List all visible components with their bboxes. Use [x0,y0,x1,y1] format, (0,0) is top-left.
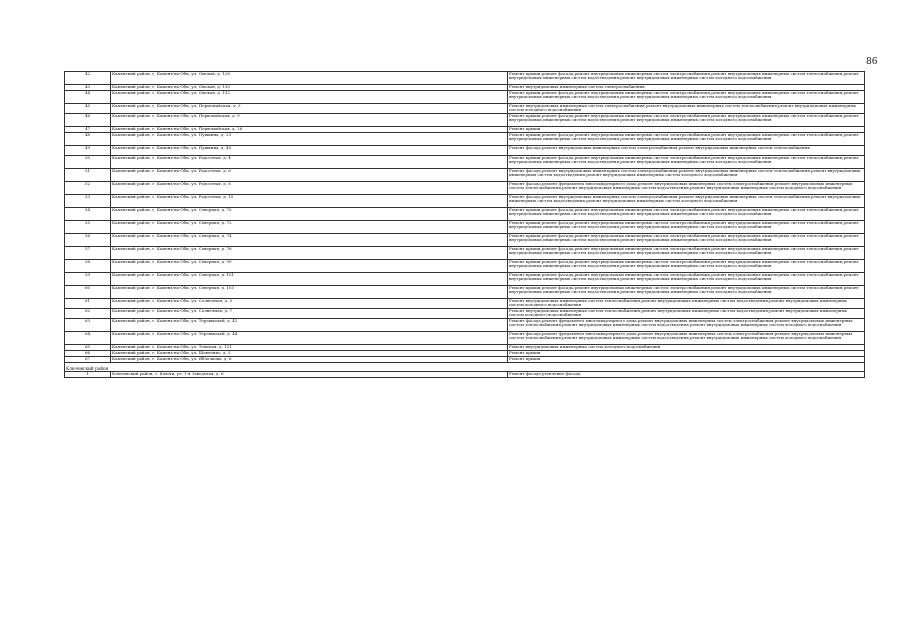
row-address: Каменский район, г. Камень-на-Оби, ул. Яблочкова, д. 6 [111,357,508,363]
table-row [65,133,865,146]
row-number: 57 [65,247,111,260]
row-address: Каменский район, г. Камень-на-Оби, ул. Северная, д. 72 [111,221,508,234]
table-row [65,319,865,332]
row-number: 56 [65,234,111,247]
repair-table [64,71,865,378]
row-works: Ремонт крыши,ремонт фасада,ремонт внутридомовых инженерных систем электроснабжения,ремонт внутридомовых инженерных систем теплоснабжения,ремонт внутридомовых инженерных систем водоотведения,ремонт внутридомовых инженерных систем холодного водоснабжения [508,221,865,234]
row-works: Ремонт внутридомовых инженерных систем электроснабжения [508,85,865,91]
row-works: Ремонт внутридомовых инженерных систем теплоснабжения,ремонт внутридомовых инженерных систем водоотведения,ремонт внутридомовых инженерных систем холодного водоснабжения [508,309,865,319]
row-number: 54 [65,208,111,221]
table-row [65,273,865,286]
table-row [65,146,865,156]
row-address: Каменский район, г. Камень-на-Оби, ул. Радостная, д. 4 [111,156,508,169]
row-number: 53 [65,195,111,208]
row-number: 59 [65,273,111,286]
row-address: Каменский район, г. Камень-на-Оби, ул. Северная, д. 74 [111,234,508,247]
row-works: Ремонт крыши,ремонт фасада,ремонт внутридомовых инженерных систем электроснабжения,ремонт внутридомовых инженерных систем теплоснабжения,ремонт внутридомовых инженерных систем водоотведения,ремонт внутридомовых инженерных систем холодного водоснабжения [508,114,865,127]
row-works: Ремонт крыши,ремонт фасада,ремонт внутридомовых инженерных систем электроснабжения,ремонт внутридомовых инженерных систем теплоснабжения,ремонт внутридомовых инженерных систем водоотведения,ремонт внутридомовых инженерных систем холодного водоснабжения [508,133,865,146]
row-address: Каменский район, г. Камень-на-Оби, ул. Солнечная, д. 5 [111,299,508,309]
row-number: 52 [65,182,111,195]
table-row [65,91,865,104]
row-works: Ремонт крыши [508,357,865,363]
row-works: Ремонт крыши,ремонт фасада,ремонт внутридомовых инженерных систем электроснабжения,ремонт внутридомовых инженерных систем теплоснабжения,ремонт внутридомовых инженерных систем водоотведения,ремонт внутридомовых инженерных систем холодного водоснабжения [508,72,865,85]
row-number: 50 [65,156,111,169]
row-address: Каменский район, г. Камень-на-Оби, ул. Шевченко, д. 5 [111,351,508,357]
table-row [65,309,865,319]
row-works: Ремонт крыши,ремонт фасада,ремонт внутридомовых инженерных систем электроснабжения,ремонт внутридомовых инженерных систем теплоснабжения,ремонт внутридомовых инженерных систем водоотведения,ремонт внутридомовых инженерных систем холодного водоснабжения [508,234,865,247]
section-row [65,363,865,372]
table-row [65,247,865,260]
row-number: 63 [65,319,111,332]
row-address: Каменский район, г. Камень-на-Оби, ул. Солнечная, д. 7 [111,309,508,319]
row-number: 45 [65,104,111,114]
row-address: Каменский район, г. Камень-на-Оби, ул. Пушкина, д. 40 [111,146,508,156]
row-address: Каменский район, г. Камень-на-Оби, ул. Пермомайская, д. 3 [111,104,508,114]
row-works: Ремонт фасада,ремонт внутридомовых инженерных систем электроснабжения,ремонт внутридомовых инженерных систем теплоснабжения [508,146,865,156]
row-works: Ремонт внутридомовых инженерных систем электроснабжения,ремонт внутридомовых инженерных систем теплоснабжения,ремонт внутридомовых инженерных систем холодного водоснабжения [508,104,865,114]
row-address: Каменский район, г. Камень-на-Оби, ул. Первомайская, д. 26 [111,127,508,133]
row-works: Ремонт фасада,ремонт фундамента многоквартирного дома,ремонт внутридомовых инженерных систем электроснабжения,ремонт внутридомовых инженерных систем теплоснабжения,ремонт внутридомовых инженерных систем водоотведения,ремонт внутридомовых инженерных систем холодного водоснабжения [508,182,865,195]
row-number: 42 [65,72,111,85]
row-works: Ремонт крыши,ремонт фасада,ремонт внутридомовых инженерных систем электроснабжения,ремонт внутридомовых инженерных систем теплоснабжения,ремонт внутридомовых инженерных систем водоотведения,ремонт внутридомовых инженерных систем холодного водоснабжения [508,91,865,104]
row-address: Каменский район, г. Камень-на-Оби, ул. Радостная, д. 6 [111,169,508,182]
table-row [65,114,865,127]
row-address: Каменский район, г. Камень-на-Оби, ул. Северная, д. 103 [111,286,508,299]
table-row [65,372,865,378]
row-number: 55 [65,221,111,234]
table-row [65,221,865,234]
row-number: 67 [65,357,111,363]
row-works: Ремонт крыши,ремонт фасада,ремонт внутридомовых инженерных систем электроснабжения,ремонт внутридомовых инженерных систем теплоснабжения,ремонт внутридомовых инженерных систем водоотведения,ремонт внутридомовых инженерных систем холодного водоснабжения [508,286,865,299]
row-number: 47 [65,127,111,133]
row-number: 51 [65,169,111,182]
row-address: Каменский район, г. Камень-на-Оби, ул. Северная, д. 99 [111,260,508,273]
row-number: 44 [65,91,111,104]
row-address: Каменский район, г. Камень-на-Оби, ул. Терешковой, д. 42 [111,319,508,332]
table-row [65,72,865,85]
row-address: Каменский район, г. Камень-на-Оби, ул. Северная, д. 70 [111,208,508,221]
table-row [65,299,865,309]
table-row [65,182,865,195]
row-number: 65 [65,345,111,351]
table-row [65,234,865,247]
row-address: Каменский район, г. Камень-на-Оби, ул. Северная, д. 101 [111,273,508,286]
row-address: Каменский район, г. Камень-на-Оби, ул. Терешковой, д. 44 [111,332,508,345]
row-number: 64 [65,332,111,345]
row-number: 49 [65,146,111,156]
row-works: Ремонт крыши [508,127,865,133]
row-address: Каменский район, г. Камень-на-Оби, ул. Томская, д. 121 [111,345,508,351]
row-address: Каменский район, г. Камень-на-Оби, ул. Радостная, д. 8 [111,182,508,195]
table-row [65,169,865,182]
row-works: Ремонт фасада,утепление фасада [508,372,865,378]
section-title: Ключевский район [65,363,865,372]
table-row [65,208,865,221]
row-number: 46 [65,114,111,127]
row-address: Ключевский район, с. Ключи, ул. 1-я Заводская, д. 6 [111,372,508,378]
row-works: Ремонт внутридомовых инженерных систем холодного водоснабжения [508,345,865,351]
row-works: Ремонт крыши,ремонт фасада,ремонт внутридомовых инженерных систем электроснабжения,ремонт внутридомовых инженерных систем теплоснабжения,ремонт внутридомовых инженерных систем водоотведения,ремонт внутридомовых инженерных систем холодного водоснабжения [508,156,865,169]
row-works: Ремонт фасада,ремонт внутридомовых инженерных систем электроснабжения,ремонт внутридомовых инженерных систем теплоснабжения,ремонт внутридомовых инженерных систем водоотведения,ремонт внутридомовых инженерных систем холодного водоснабжения [508,195,865,208]
row-address: Каменский район, г. Камень-на-Оби, ул. Омская, д. 130 [111,85,508,91]
row-number: 61 [65,299,111,309]
row-address: Каменский район, г. Камень-на-Оби, ул. Радостная, д. 10 [111,195,508,208]
row-works: Ремонт крыши,ремонт фасада,ремонт внутридомовых инженерных систем электроснабжения,ремонт внутридомовых инженерных систем теплоснабжения,ремонт внутридомовых инженерных систем водоотведения,ремонт внутридомовых инженерных систем холодного водоснабжения [508,247,865,260]
row-number: 1 [65,372,111,378]
row-address: Каменский район, г. Камень-на-Оби, ул. Омская, д. 128 [111,72,508,85]
row-works: Ремонт крыши,ремонт фасада,ремонт внутридомовых инженерных систем электроснабжения,ремонт внутридомовых инженерных систем теплоснабжения,ремонт внутридомовых инженерных систем водоотведения,ремонт внутридомовых инженерных систем холодного водоснабжения [508,208,865,221]
table-row [65,286,865,299]
row-number: 60 [65,286,111,299]
row-works: Ремонт крыши [508,351,865,357]
row-number: 58 [65,260,111,273]
table-row [65,260,865,273]
row-works: Ремонт фасада,ремонт внутридомовых инженерных систем электроснабжения,ремонт внутридомовых инженерных систем теплоснабжения,ремонт внутридомовых инженерных систем водоотведения,ремонт внутридомовых инженерных систем холодного водоснабжения [508,169,865,182]
row-number: 62 [65,309,111,319]
row-address: Каменский район, г. Камень-на-Оби, ул. Северная, д. 76 [111,247,508,260]
row-works: Ремонт фасада,ремонт фундамента многоквартирного дома,ремонт внутридомовых инженерных систем электроснабжения,ремонт внутридомовых инженерных систем теплоснабжения,ремонт внутридомовых инженерных систем водоотведения,ремонт внутридомовых инженерных систем холодного водоснабжения [508,319,865,332]
table-row [65,332,865,345]
table-row [65,156,865,169]
row-address: Каменский район, г. Камень-на-Оби, ул. Первомайская, д. 9 [111,114,508,127]
row-number: 48 [65,133,111,146]
row-number: 66 [65,351,111,357]
row-works: Ремонт крыши,ремонт фасада,ремонт внутридомовых инженерных систем электроснабжения,ремонт внутридомовых инженерных систем теплоснабжения,ремонт внутридомовых инженерных систем водоотведения,ремонт внутридомовых инженерных систем холодного водоснабжения [508,273,865,286]
row-address: Каменский район, г. Камень-на-Оби, ул. Омская, д. 132 [111,91,508,104]
row-address: Каменский район, г. Камень-на-Оби, ул. Пушкина, д. 23 [111,133,508,146]
row-number: 43 [65,85,111,91]
page-number: 86 [866,57,878,67]
row-works: Ремонт крыши,ремонт фасада,ремонт внутридомовых инженерных систем электроснабжения,ремонт внутридомовых инженерных систем теплоснабжения,ремонт внутридомовых инженерных систем водоотведения,ремонт внутридомовых инженерных систем холодного водоснабжения [508,260,865,273]
table-row [65,104,865,114]
row-works: Ремонт фасада,ремонт фундамента многоквартирного дома,ремонт внутридомовых инженерных систем электроснабжения,ремонт внутридомовых инженерных систем теплоснабжения,ремонт внутридомовых инженерных систем водоотведения,ремонт внутридомовых инженерных систем холодного водоснабжения [508,332,865,345]
table-row [65,195,865,208]
row-works: Ремонт внутридомовых инженерных систем теплоснабжения,ремонт внутридомовых инженерных систем водоотведения,ремонт внутридомовых инженерных систем холодного водоснабжения [508,299,865,309]
